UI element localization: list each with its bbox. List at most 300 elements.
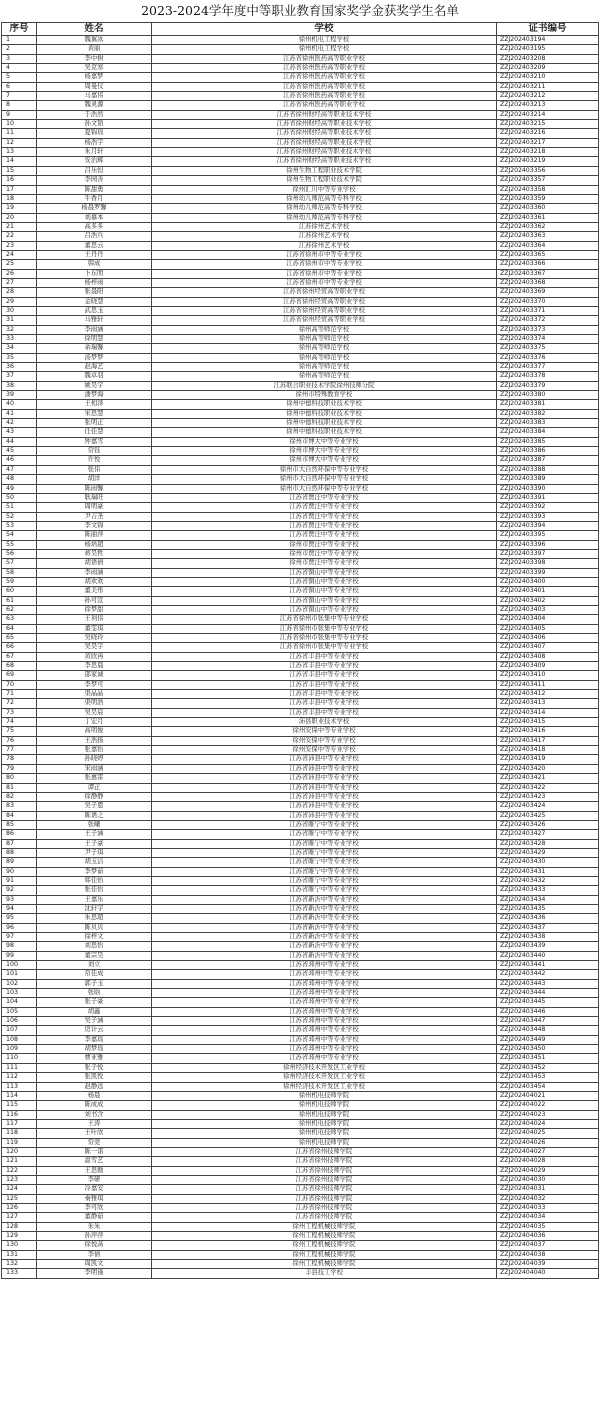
cell-cert: ZZJ202403215 (497, 120, 599, 129)
cell-index: 104 (2, 998, 37, 1007)
cell-index: 115 (2, 1101, 37, 1110)
cell-name: 李园善 (37, 176, 152, 185)
table-row (2, 680, 599, 689)
cell-name: 周凯文 (37, 1260, 152, 1269)
cell-index: 38 (2, 381, 37, 390)
cell-school: 徐州幼儿师范高等专科学校 (152, 213, 497, 222)
cell-index: 97 (2, 933, 37, 942)
table-row (2, 1157, 599, 1166)
table-row (2, 615, 599, 624)
cell-cert: ZZJ202403401 (497, 587, 599, 596)
table-row (2, 1007, 599, 1016)
cell-cert: ZZJ202403383 (497, 419, 599, 428)
cell-school: 江苏省徐州医药高等职业学校 (152, 64, 497, 73)
cell-name: 张佳怡 (37, 886, 152, 895)
table-row (2, 1166, 599, 1175)
cell-school: 江苏省徐州技师学院 (152, 1203, 497, 1212)
table-row (2, 465, 599, 474)
table-row (2, 951, 599, 960)
table-row (2, 428, 599, 437)
cell-index: 118 (2, 1129, 37, 1138)
cell-school: 徐州中德科技职业技术学校 (152, 400, 497, 409)
cell-name: 董雯琪 (37, 624, 152, 633)
cell-index: 77 (2, 746, 37, 755)
table-row (2, 596, 599, 605)
cell-name: 李梦可 (37, 680, 152, 689)
cell-index: 117 (2, 1119, 37, 1128)
cell-name: 安治辉 (37, 157, 152, 166)
cell-name: 汤梦梦 (37, 353, 152, 362)
table-row (2, 970, 599, 979)
table-row (2, 1194, 599, 1203)
table-row (2, 652, 599, 661)
cell-name: 吴昊宸 (37, 708, 152, 717)
cell-cert: ZZJ202403432 (497, 876, 599, 885)
cell-name: 任佳慧 (37, 428, 152, 437)
cell-cert: ZZJ202404035 (497, 1222, 599, 1231)
cell-cert: ZZJ202403407 (497, 643, 599, 652)
table-row (2, 381, 599, 390)
table-row (2, 232, 599, 241)
cell-name: 孙文韬 (37, 120, 152, 129)
cell-cert: ZZJ202404038 (497, 1250, 599, 1259)
cell-school: 徐州机电技师学院 (152, 1091, 497, 1100)
cell-name: 潘梦海 (37, 391, 152, 400)
cell-name: 刘思怡 (37, 942, 152, 951)
cell-cert: ZZJ202404029 (497, 1166, 599, 1175)
cell-index: 128 (2, 1222, 37, 1231)
cell-school: 江苏省丰县中等专业学校 (152, 708, 497, 717)
cell-name: 王浩扬 (37, 736, 152, 745)
cell-index: 131 (2, 1250, 37, 1259)
cell-name: 陈甜勇 (37, 185, 152, 194)
document-title: 2023-2024学年度中等职业教育国家奖学金获奖学生名单 (141, 3, 459, 18)
cell-cert: ZZJ202404036 (497, 1232, 599, 1241)
cell-name: 谭正 (37, 783, 152, 792)
cell-name: 董宗昊 (37, 951, 152, 960)
cell-index: 32 (2, 325, 37, 334)
table-row (2, 82, 599, 91)
table-row (2, 204, 599, 213)
table-row (2, 391, 599, 400)
cell-index: 26 (2, 269, 37, 278)
table-row (2, 923, 599, 932)
table-row (2, 1138, 599, 1147)
cell-school: 徐州市博大中等专业学校 (152, 447, 497, 456)
cell-name: 张伟 (37, 465, 152, 474)
cell-index: 76 (2, 736, 37, 745)
cell-index: 7 (2, 92, 37, 101)
cell-name: 徐明慧 (37, 335, 152, 344)
cell-name: 胡洋 (37, 475, 152, 484)
cell-cert: ZZJ202403365 (497, 250, 599, 259)
cell-cert: ZZJ202403409 (497, 662, 599, 671)
cell-school: 徐州机电技师学院 (152, 1138, 497, 1147)
header-name: 姓名 (37, 23, 152, 36)
cell-index: 81 (2, 783, 37, 792)
table-row (2, 54, 599, 63)
cell-name: 魏灵源 (37, 101, 152, 110)
table-row (2, 363, 599, 372)
cell-cert: ZZJ202403452 (497, 1063, 599, 1072)
cell-name: 陈贝贝 (37, 923, 152, 932)
table-row (2, 914, 599, 923)
cell-cert: ZZJ202403369 (497, 288, 599, 297)
cell-name: 朱朱 (37, 1222, 152, 1231)
cell-school: 江苏省铜山中等专业学校 (152, 587, 497, 596)
cell-cert: ZZJ202403443 (497, 979, 599, 988)
cell-index: 85 (2, 820, 37, 829)
cell-school: 江苏省沛县中等专业学校 (152, 802, 497, 811)
cell-cert: ZZJ202403426 (497, 820, 599, 829)
cell-cert: ZZJ202403403 (497, 605, 599, 614)
table-row (2, 605, 599, 614)
table-row (2, 1026, 599, 1035)
cell-name: 张子悦 (37, 1063, 152, 1072)
cell-school: 江苏省邳州中等专业学校 (152, 1054, 497, 1063)
table-row (2, 1269, 599, 1278)
cell-cert: ZZJ202403371 (497, 306, 599, 315)
cell-index: 63 (2, 615, 37, 624)
cell-index: 49 (2, 484, 37, 493)
cell-school: 江苏省邳州中等专业学校 (152, 961, 497, 970)
cell-name: 吴晓玲 (37, 634, 152, 643)
cell-school: 徐州高等师范学校 (152, 363, 497, 372)
table-row (2, 372, 599, 381)
cell-cert: ZZJ202403442 (497, 970, 599, 979)
cell-cert: ZZJ202403405 (497, 624, 599, 633)
table-row (2, 979, 599, 988)
cell-index: 123 (2, 1175, 37, 1184)
cell-index: 105 (2, 1007, 37, 1016)
cell-name: 渠晶晶 (37, 690, 152, 699)
table-row (2, 839, 599, 848)
cell-cert: ZZJ202403375 (497, 344, 599, 353)
cell-name: 吴子恩 (37, 802, 152, 811)
cell-name: 陈语之 (37, 811, 152, 820)
cell-index: 69 (2, 671, 37, 680)
cell-name: 胡鑫 (37, 1007, 152, 1016)
cell-name: 陈一诺 (37, 1147, 152, 1156)
table-row (2, 961, 599, 970)
cell-school: 江苏省邳州中等专业学校 (152, 1017, 497, 1026)
cell-index: 122 (2, 1166, 37, 1175)
cell-school: 徐州高等师范学校 (152, 335, 497, 344)
cell-index: 9 (2, 110, 37, 119)
cell-school: 江苏省徐州市中等专业学校 (152, 269, 497, 278)
table-row (2, 1147, 599, 1156)
table-row (2, 727, 599, 736)
cell-cert: ZZJ202403418 (497, 746, 599, 755)
cell-index: 68 (2, 662, 37, 671)
cell-cert: ZZJ202403367 (497, 269, 599, 278)
cell-name: 张晗 (37, 989, 152, 998)
table-row (2, 484, 599, 493)
cell-index: 47 (2, 465, 37, 474)
cell-school: 江苏省邳州中等专业学校 (152, 979, 497, 988)
cell-cert: ZZJ202404025 (497, 1129, 599, 1138)
cell-cert: ZZJ202404024 (497, 1119, 599, 1128)
cell-cert: ZZJ202403359 (497, 194, 599, 203)
cell-name: 卜东明 (37, 269, 152, 278)
cell-index: 23 (2, 241, 37, 250)
cell-name: 吕浩兵 (37, 232, 152, 241)
cell-index: 119 (2, 1138, 37, 1147)
cell-index: 94 (2, 904, 37, 913)
cell-cert: ZZJ202403194 (497, 36, 599, 45)
cell-school: 徐州市博大中等专业学校 (152, 437, 497, 446)
cell-school: 徐州生物工程职业技术学院 (152, 166, 497, 175)
cell-index: 91 (2, 876, 37, 885)
cell-cert: ZZJ202404031 (497, 1185, 599, 1194)
cell-index: 42 (2, 419, 37, 428)
cell-index: 46 (2, 456, 37, 465)
table-row (2, 671, 599, 680)
cell-school: 徐州机电技师学院 (152, 1129, 497, 1138)
cell-index: 121 (2, 1157, 37, 1166)
cell-cert: ZZJ202404033 (497, 1203, 599, 1212)
cell-school: 江苏省沛县中等专业学校 (152, 764, 497, 773)
cell-index: 65 (2, 634, 37, 643)
cell-name: 温雪艺 (37, 1157, 152, 1166)
cell-school: 江苏省徐州技师学院 (152, 1185, 497, 1194)
cell-index: 67 (2, 652, 37, 661)
cell-cert: ZZJ202403394 (497, 521, 599, 530)
cell-school: 徐州工程机械技师学院 (152, 1232, 497, 1241)
cell-name: 刘书含 (37, 1110, 152, 1119)
cell-cert: ZZJ202403209 (497, 64, 599, 73)
table-row (2, 148, 599, 157)
table-row (2, 157, 599, 166)
cell-school: 徐州机电技师学院 (152, 1110, 497, 1119)
cell-school: 江苏省邳州中等专业学校 (152, 970, 497, 979)
cell-name: 牛香月 (37, 194, 152, 203)
cell-cert: ZZJ202403363 (497, 232, 599, 241)
cell-name: 高明俊 (37, 727, 152, 736)
cell-name: 杨梓雨 (37, 278, 152, 287)
cell-name: 朱月轩 (37, 148, 152, 157)
cell-index: 124 (2, 1185, 37, 1194)
cell-name: 王子豪 (37, 839, 152, 848)
table-row (2, 699, 599, 708)
cell-index: 110 (2, 1054, 37, 1063)
table-row (2, 400, 599, 409)
cell-index: 89 (2, 858, 37, 867)
cell-index: 48 (2, 475, 37, 484)
cell-name: 刘立 (37, 961, 152, 970)
cell-school: 徐州中德科技职业技术学校 (152, 428, 497, 437)
cell-cert: ZZJ202403444 (497, 989, 599, 998)
cell-name: 耿瑞旺 (37, 493, 152, 502)
cell-index: 109 (2, 1045, 37, 1054)
cell-school: 江苏省铜山中等专业学校 (152, 577, 497, 586)
table-row (2, 138, 599, 147)
cell-name: 张惠雷 (37, 774, 152, 783)
cell-cert: ZZJ202403362 (497, 222, 599, 231)
cell-cert: ZZJ202403453 (497, 1073, 599, 1082)
cell-index: 75 (2, 727, 37, 736)
cell-school: 江苏徐州艺术学校 (152, 241, 497, 250)
cell-school: 江苏徐州艺术学校 (152, 232, 497, 241)
cell-name: 黄丽 (37, 45, 152, 54)
cell-index: 30 (2, 306, 37, 315)
table-row (2, 783, 599, 792)
cell-school: 徐州工程机械技师学院 (152, 1250, 497, 1259)
cell-index: 96 (2, 923, 37, 932)
table-row (2, 213, 599, 222)
cell-cert: ZZJ202403412 (497, 690, 599, 699)
cell-name: 吴昊宇 (37, 643, 152, 652)
cell-index: 74 (2, 718, 37, 727)
cell-cert: ZZJ202404026 (497, 1138, 599, 1147)
table-row (2, 1017, 599, 1026)
cell-school: 江苏省沛县中等专业学校 (152, 755, 497, 764)
cell-name: 陈雨馨 (37, 484, 152, 493)
cell-index: 92 (2, 886, 37, 895)
cell-cert: ZZJ202404037 (497, 1241, 599, 1250)
cell-school: 江苏省徐州市张集中等专业学校 (152, 615, 497, 624)
table-row (2, 792, 599, 801)
cell-index: 13 (2, 148, 37, 157)
cell-index: 44 (2, 437, 37, 446)
cell-index: 8 (2, 101, 37, 110)
cell-index: 78 (2, 755, 37, 764)
cell-cert: ZZJ202403425 (497, 811, 599, 820)
cell-name: 杨晨 (37, 1091, 152, 1100)
table-row (2, 820, 599, 829)
cell-index: 113 (2, 1082, 37, 1091)
cell-cert: ZZJ202403389 (497, 475, 599, 484)
table-row (2, 568, 599, 577)
cell-index: 60 (2, 587, 37, 596)
cell-school: 江苏省睢宁中等专业学校 (152, 858, 497, 867)
cell-cert: ZZJ202403454 (497, 1082, 599, 1091)
table-row (2, 876, 599, 885)
cell-school: 徐州工程机械技师学院 (152, 1241, 497, 1250)
cell-cert: ZZJ202403370 (497, 297, 599, 306)
cell-name: 丁宏月 (37, 718, 152, 727)
cell-school: 徐州市贾汪中等专业学校 (152, 540, 497, 549)
cell-cert: ZZJ202403414 (497, 708, 599, 717)
cell-school: 徐州中德科技职业技术学校 (152, 419, 497, 428)
cell-index: 90 (2, 867, 37, 876)
table-row (2, 73, 599, 82)
cell-index: 31 (2, 316, 37, 325)
cell-school: 江苏省睢宁中等专业学校 (152, 848, 497, 857)
table-row (2, 1063, 599, 1072)
cell-index: 126 (2, 1203, 37, 1212)
cell-school: 徐州机电工程学校 (152, 45, 497, 54)
cell-cert: ZZJ202403447 (497, 1017, 599, 1026)
table-row (2, 92, 599, 101)
cell-index: 130 (2, 1241, 37, 1250)
cell-cert: ZZJ202403361 (497, 213, 599, 222)
cell-school: 徐州市特殊教育学校 (152, 391, 497, 400)
cell-school: 沛县职业技术学校 (152, 718, 497, 727)
cell-name: 孙可宣 (37, 596, 152, 605)
cell-school: 江苏省邳州中等专业学校 (152, 989, 497, 998)
cell-name: 高多多 (37, 222, 152, 231)
cell-index: 59 (2, 577, 37, 586)
cell-school: 江苏省邳州中等专业学校 (152, 1007, 497, 1016)
cell-index: 15 (2, 166, 37, 175)
cell-name: 马嘉伟 (37, 92, 152, 101)
table-row (2, 736, 599, 745)
cell-name: 周曼仪 (37, 82, 152, 91)
cell-school: 江苏省贾汪中等专业学校 (152, 531, 497, 540)
cell-index: 50 (2, 493, 37, 502)
cell-name: 宋思慧 (37, 409, 152, 418)
cell-name: 王涛 (37, 1119, 152, 1128)
cell-cert: ZZJ202404027 (497, 1147, 599, 1156)
cell-name: 曹亚雅 (37, 1054, 152, 1063)
cell-index: 5 (2, 73, 37, 82)
cell-school: 江苏省睢宁中等专业学校 (152, 886, 497, 895)
cell-school: 江苏省沛县中等专业学校 (152, 774, 497, 783)
cell-school: 江苏省贾汪中等专业学校 (152, 521, 497, 530)
cell-name: 渠明浩 (37, 699, 152, 708)
cell-index: 66 (2, 643, 37, 652)
cell-name: 陈丽萍 (37, 531, 152, 540)
cell-name: 尹子琪 (37, 848, 152, 857)
cell-index: 127 (2, 1213, 37, 1222)
cell-name: 姚昊宇 (37, 381, 152, 390)
cell-school: 徐州高等师范学校 (152, 344, 497, 353)
cell-index: 55 (2, 540, 37, 549)
cell-index: 19 (2, 204, 37, 213)
cell-index: 17 (2, 185, 37, 194)
cell-school: 江苏省新沂中等专业学校 (152, 895, 497, 904)
table-row (2, 802, 599, 811)
cell-cert: ZZJ202403404 (497, 615, 599, 624)
cell-name: 房计云 (37, 1026, 152, 1035)
cell-index: 21 (2, 222, 37, 231)
cell-school: 徐州高等师范学校 (152, 325, 497, 334)
cell-index: 125 (2, 1194, 37, 1203)
cell-cert: ZZJ202403372 (497, 316, 599, 325)
cell-school: 江苏省新沂中等专业学校 (152, 904, 497, 913)
table-row (2, 288, 599, 297)
cell-cert: ZZJ202403408 (497, 652, 599, 661)
cell-name: 胡梦瑶 (37, 1045, 152, 1054)
table-row (2, 297, 599, 306)
table-row (2, 36, 599, 45)
cell-index: 100 (2, 961, 37, 970)
table-row (2, 933, 599, 942)
cell-index: 71 (2, 690, 37, 699)
cell-cert: ZZJ202403376 (497, 353, 599, 362)
cell-cert: ZZJ202403366 (497, 260, 599, 269)
cell-cert: ZZJ202403368 (497, 278, 599, 287)
cell-index: 53 (2, 521, 37, 530)
table-body (2, 36, 599, 1279)
cell-school: 江苏省徐州医药高等职业学校 (152, 101, 497, 110)
table-row (2, 512, 599, 521)
cell-cert: ZZJ202404032 (497, 1194, 599, 1203)
cell-school: 江苏省徐州市张集中等专业学校 (152, 643, 497, 652)
cell-cert: ZZJ202403398 (497, 559, 599, 568)
cell-school: 徐州市大自然环保中等专业学校 (152, 484, 497, 493)
cell-name: 秦雅琪 (37, 1194, 152, 1203)
cell-school: 江苏省徐州财经高等职业技术学校 (152, 129, 497, 138)
cell-name: 徐梓文 (37, 933, 152, 942)
table-row (2, 409, 599, 418)
cell-name: 李明谨 (37, 1269, 152, 1278)
cell-cert: ZZJ202403421 (497, 774, 599, 783)
cell-index: 35 (2, 353, 37, 362)
table-row (2, 718, 599, 727)
cell-cert: ZZJ202403356 (497, 166, 599, 175)
